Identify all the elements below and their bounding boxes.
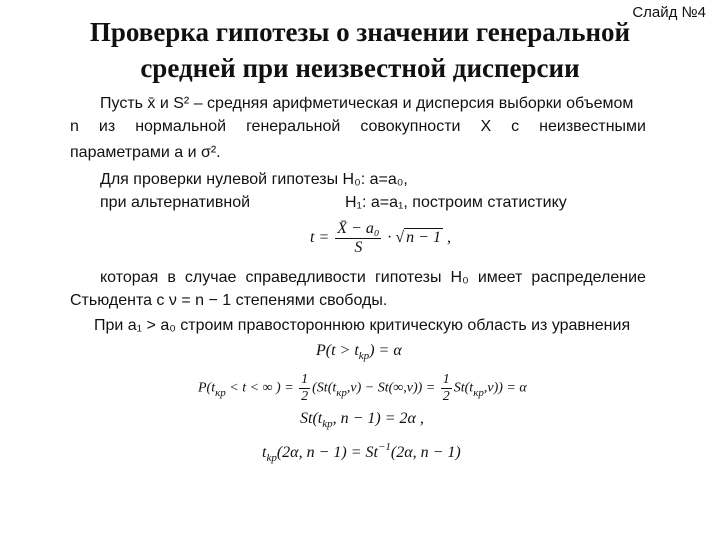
eq4-lhs: t	[262, 444, 267, 461]
paragraph-1-line-1: Пусть x̄ и S² – средняя арифметическая и дисперсия выборки объемом	[100, 95, 634, 112]
slide-number: Слайд №4	[632, 4, 706, 21]
eq2-lhs: P(t	[198, 380, 216, 396]
paragraph-1-line-2-word: совокупности	[360, 118, 461, 135]
equation-1	[316, 342, 402, 360]
eq1-sub: kp	[358, 350, 370, 362]
paragraph-3-line-1-word: гипотезы	[374, 269, 442, 286]
eq2-tail-end: ,ν)) = α	[483, 380, 527, 396]
eq2-tail-body: St(t	[453, 380, 474, 396]
equation-2	[198, 372, 527, 405]
title-line-2: средней при неизвестной дисперсии	[140, 53, 580, 83]
title-line-1: Проверка гипотезы о значении генеральной	[89, 17, 631, 47]
paragraph-3-line-1-word: имеет	[477, 269, 523, 286]
paragraph-3-line-1-word: которая	[100, 269, 159, 286]
eq3-lhs: St(t	[300, 410, 323, 427]
t-stat-denominator: S	[354, 239, 363, 256]
eq2-half-fraction-2	[441, 372, 452, 405]
paragraph-2-line-2-left: при альтернативной	[100, 194, 251, 211]
paragraph-1-line-3: параметрами a и σ².	[70, 144, 221, 161]
paragraph-2-line-1: Для проверки нулевой гипотезы H₀: a=a₀,	[100, 171, 408, 188]
eq2-tail-sub: кр	[473, 386, 484, 399]
paragraph-3-line-1	[100, 268, 646, 288]
eq3-tail: , n − 1) = 2α ,	[332, 410, 424, 427]
paragraph-1-line-2-word: из	[98, 118, 116, 135]
eq2-half-num: 1	[301, 372, 309, 387]
equation-4	[262, 441, 461, 464]
paragraph-1-line-2	[70, 117, 646, 137]
paragraph-3-line-2: Стьюдента с ν = n − 1 степенями свободы.	[70, 292, 388, 309]
eq2-body: (St(t	[312, 380, 337, 396]
eq2-half-den: 2	[301, 389, 309, 404]
eq2-half-den-2: 2	[442, 389, 450, 404]
eq2-body-sub: кр	[336, 386, 347, 399]
t-statistic-formula: t = $\frac{\text{X̄ − a₀}}{S}$ · √ n − 1 ,	[310, 220, 451, 256]
eq1-lhs: P(t > t	[316, 342, 359, 359]
t-stat-tail: ,	[446, 229, 451, 247]
t-stat-lhs: t =	[310, 229, 330, 247]
paragraph-1-line-2-word: с	[511, 118, 520, 135]
slide-title	[40, 14, 680, 86]
equation-3	[300, 410, 424, 428]
eq2-half-num-2: 1	[442, 372, 450, 387]
t-stat-root: n − 1	[406, 229, 441, 247]
t-stat-numerator: X̄ − a₀	[337, 220, 380, 237]
paragraph-1-line-2-word: генеральной	[246, 118, 341, 135]
paragraph-3-line-1-word: справедливости	[245, 269, 366, 286]
eq4-sub: kp	[266, 452, 277, 464]
paragraph-3-line-1-word: в	[167, 269, 176, 286]
paragraph-1-line-2-word: нормальной	[135, 118, 227, 135]
eq4-sup: −1	[377, 441, 391, 453]
paragraph-2-line-2-right: H₁: a=a₁, построим статистику	[345, 194, 567, 211]
paragraph-4-line-1: При a₁ > a₀ строим правостороннюю критическую область из уравнения	[94, 317, 631, 334]
paragraph-3-line-1-word: случае	[184, 269, 237, 286]
paragraph-3-line-1-word: H₀	[450, 269, 469, 286]
t-stat-fraction	[335, 220, 381, 257]
paragraph-3-line-1-word: распределение	[531, 269, 646, 286]
paragraph-1-line-2-word: X	[480, 118, 492, 135]
paragraph-1-line-2-word: неизвестными	[539, 118, 646, 135]
t-stat-mult: ·	[387, 229, 392, 247]
eq1-tail: ) = α	[369, 342, 402, 359]
eq4-mid: (2α, n − 1) = St	[276, 444, 378, 461]
eq2-half-fraction	[299, 372, 310, 405]
eq3-sub: kp	[322, 418, 333, 430]
eq2-mid: < t < ∞ ) =	[225, 380, 294, 396]
eq2-body2: ,ν) − St(∞,ν)) =	[346, 380, 436, 396]
paragraph-1-line-2-word: n	[70, 118, 79, 135]
eq4-tail: (2α, n − 1)	[390, 444, 461, 461]
eq2-sub: кр	[215, 386, 226, 399]
